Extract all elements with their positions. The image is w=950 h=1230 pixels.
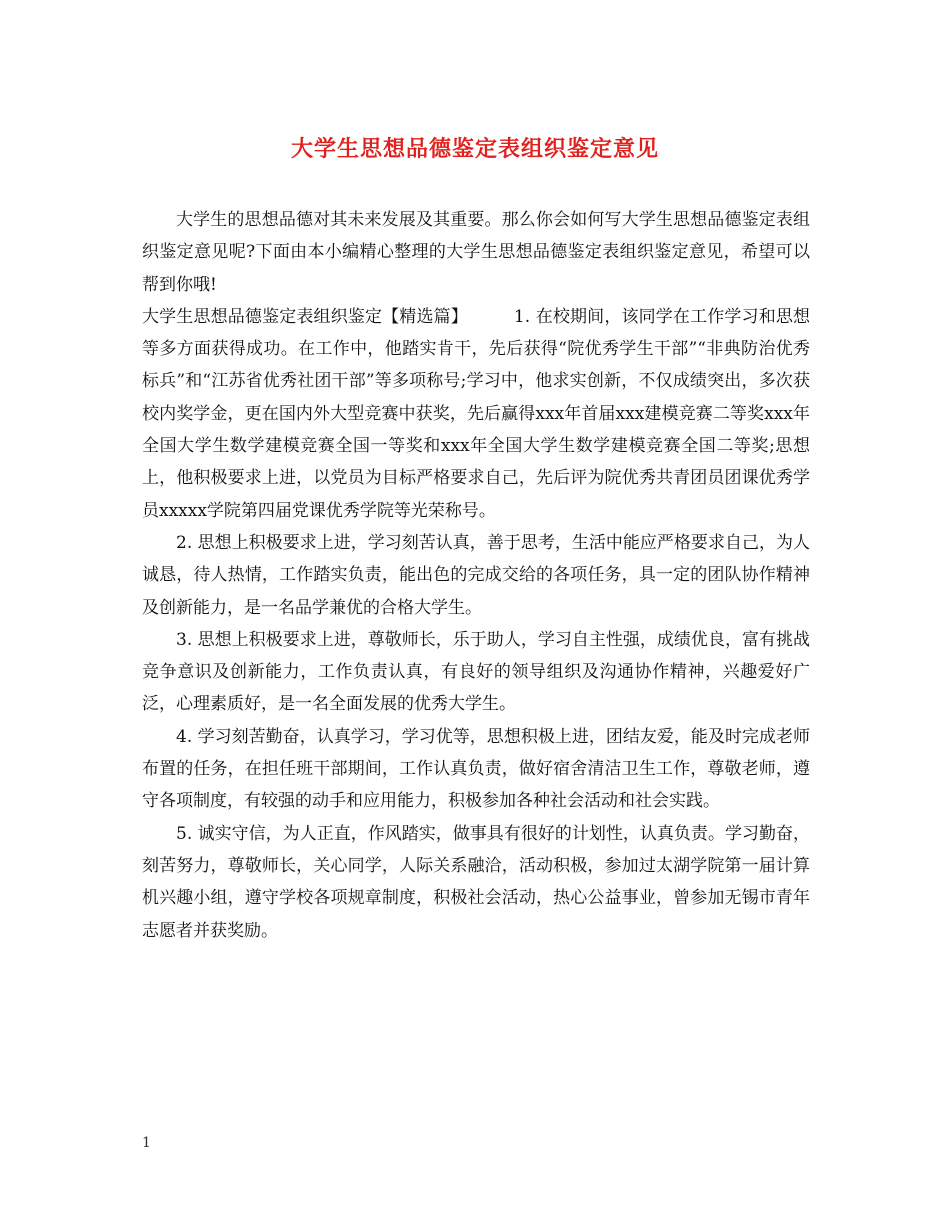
item-3-paragraph: 3. 思想上积极要求上进，尊敬师长，乐于助人，学习自主性强，成绩优良，富有挑战竞争意识及创新能力，工作负责认真，有良好的领导组织及沟通协作精神，兴趣爱好广泛，心理素质好，是一名全面发展的优秀大学生。: [142, 629, 810, 715]
item-2-paragraph: 2. 思想上积极要求上进，学习刻苦认真，善于思考，生活中能应严格要求自己，为人诚恳，待人热情，工作踏实负责，能出色的完成交给的各项任务，具一定的团队协作精神及创新能力，是一名品学兼优的合格大学生。: [142, 532, 810, 618]
intro-paragraph: 大学生的思想品德对其未来发展及其重要。那么你会如何写大学生思想品德鉴定表组织鉴定意见呢?下面由本小编精心整理的大学生思想品德鉴定表组织鉴定意见，希望可以帮到你哦!: [142, 210, 810, 295]
section-paragraph: [142, 301, 810, 527]
item-1-text: 1. 在校期间，该同学在工作学习和思想等多方面获得成功。在工作中，他踏实肯干，先后获得“院优秀学生干部”“非典防治优秀标兵”和“江苏省优秀社团干部”等多项称号;学习中，他求实创新，不仅成绩突出，多次获校内奖学金，更在国内外大型竞赛中获奖，先后赢得xxx年首届xxx建模竞赛二等奖xxx年全国大学生数学建模竞赛全国一等奖和xxx年全国大学生数学建模竞赛全国二等奖;思想上，他积极要求上进，以党员为目标严格要求自己，先后评为院优秀共青团员团课优秀学员xxxxx学院第四届党课优秀学院等光荣称号。: [142, 306, 811, 521]
document-title: 大学生思想品德鉴定表组织鉴定意见: [290, 136, 659, 162]
section-heading: 大学生思想品德鉴定表组织鉴定【精选篇】: [142, 306, 468, 327]
document-body: [142, 204, 810, 947]
page-number: 1: [142, 1135, 151, 1151]
item-4-paragraph: 4. 学习刻苦勤奋，认真学习，学习优等，思想积极上进，团结友爱，能及时完成老师布置的任务，在担任班干部期间，工作认真负责，做好宿舍清洁卫生工作，尊敬老师，遵守各项制度，有较强的动手和应用能力，积极参加各种社会活动和社会实践。: [142, 726, 810, 812]
item-5-paragraph: 5. 诚实守信，为人正直，作风踏实，做事具有很好的计划性，认真负责。学习勤奋，刻苦努力，尊敬师长，关心同学，人际关系融洽，活动积极，参加过太湖学院第一届计算机兴趣小组，遵守学校各项规章制度，积极社会活动，热心公益事业，曾参加无锡市青年志愿者并获奖励。: [142, 823, 810, 941]
